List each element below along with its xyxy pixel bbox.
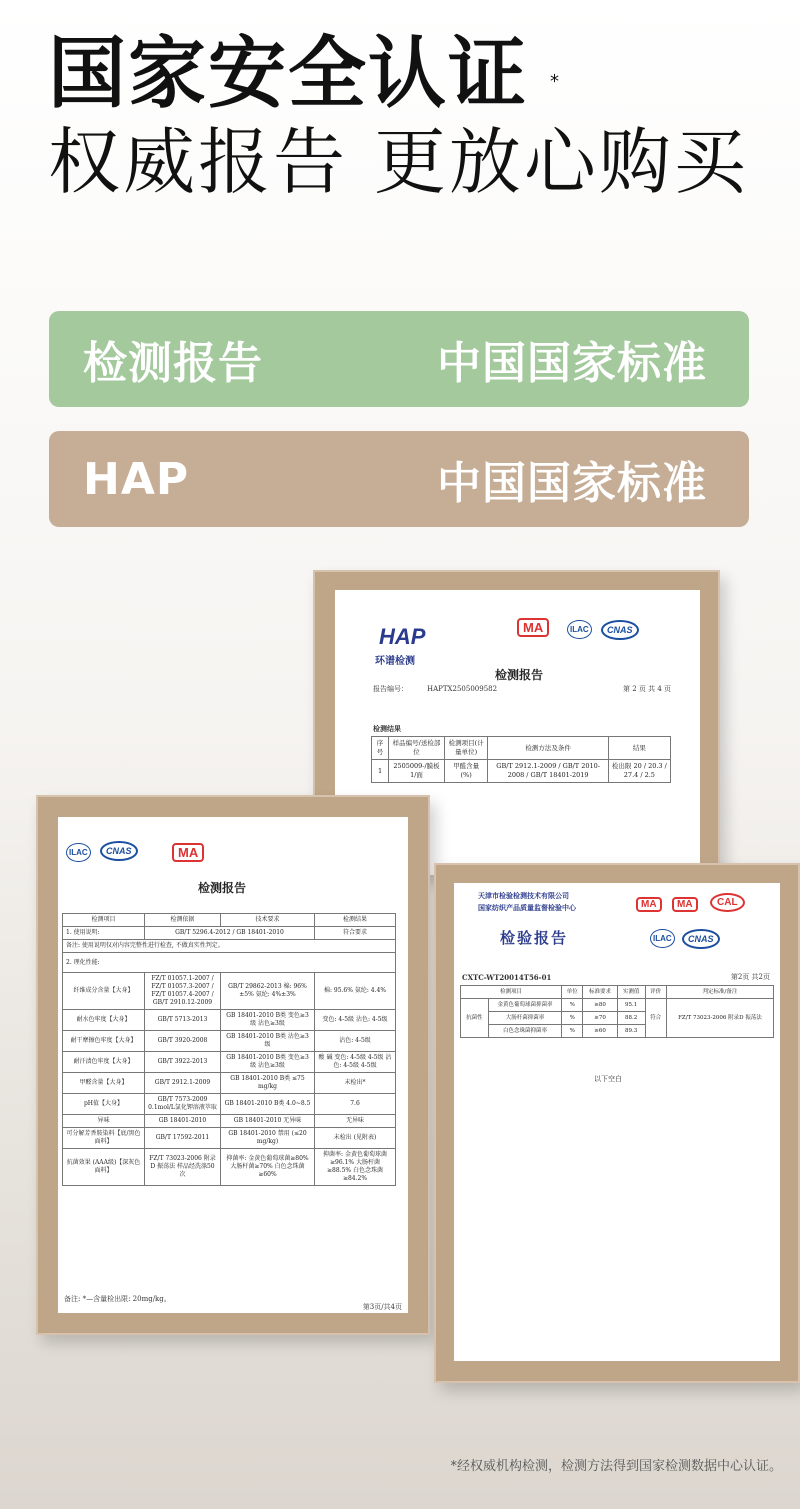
certificate-frame-right [434, 863, 800, 1383]
table-cell: 备注: 使用说明仅对内容完整性进行检查, 不做真实性判定。 [63, 940, 396, 953]
table-cell: GB/T 2912.1-2009 / GB/T 2010-2008 / GB/T 18401-2019 [488, 760, 608, 783]
footnote-disclaimer: *经权威机构检测，检测方法得到国家检测数据中心认证。 [450, 1459, 782, 1474]
table-cell: 酸 碱 变色: 4-5级 4-5级 沾色: 4-5级 4-5级 [315, 1052, 396, 1073]
report-title: 检测报告 [198, 881, 247, 895]
table-cell: 可分解芳香胺染料【底/黑色面料】 [63, 1128, 145, 1149]
certificate-frame-left [36, 795, 430, 1335]
table-cell: 1. 使用说明: [63, 927, 145, 940]
table-header: 样品编号/送检部位 [389, 737, 445, 760]
table-header: 序号 [372, 737, 389, 760]
table-header: 单位 [562, 986, 583, 999]
table-cell: GB/T 3922-2013 [145, 1052, 221, 1073]
table-row [63, 1052, 396, 1073]
headline-subtitle: 权威报告 更放心购买 [48, 120, 749, 204]
table-header: 评价 [645, 986, 666, 999]
table-cell: 甲醛含量(%) [444, 760, 488, 783]
table-cell: 88.2 [617, 1012, 645, 1025]
table-cell: % [562, 1025, 583, 1038]
table-header: 检测项目(计量单位) [444, 737, 488, 760]
table-cell: GB/T 29862-2013 棉: 96%±5% 氨纶: 4%±3% [221, 973, 315, 1010]
ma-mark-icon: MA [517, 618, 549, 637]
band-label: 检测报告 [83, 338, 263, 389]
table-header: 检测方法及条件 [488, 737, 608, 760]
org-name: 天津市检验检测技术有限公司 [478, 891, 569, 900]
headline-title: 国家安全认证 * [48, 29, 562, 119]
table-cell: 未检出* [315, 1073, 396, 1094]
org-name-secondary: 国家纺织产品质量监督检验中心 [478, 903, 576, 912]
certificate-left [58, 817, 408, 1313]
table-cell: 95.1 [617, 999, 645, 1012]
table-header-row [63, 914, 396, 927]
table-cell: 未检出 (见附表) [315, 1128, 396, 1149]
table-cell: GB 18401-2010 无异味 [221, 1115, 315, 1128]
page-number: 第2页 共2页 [730, 973, 770, 981]
table-cell: 沾色: 4-5级 [315, 1031, 396, 1052]
table-row [63, 973, 396, 1010]
table-cell: GB 18401-2010 B类 变色≥3级 沾色≥3级 [221, 1052, 315, 1073]
table-cell: FZ/T 73023-2006 附录D 振荡法 [666, 999, 773, 1038]
table-cell: 异味 [63, 1115, 145, 1128]
table-cell: 耐汗渍色牢度【大身】 [63, 1052, 145, 1073]
table-cell: GB/T 5296.4-2012 / GB 18401-2010 [145, 927, 315, 940]
table-cell: 7.6 [315, 1094, 396, 1115]
table-cell: GB 18401-2010 [145, 1115, 221, 1128]
table-cell: GB/T 3920-2008 [145, 1031, 221, 1052]
table-cell: % [562, 999, 583, 1012]
table-cell: 2505009-/膜板 1/面 [389, 760, 445, 783]
table-cell: 符合要求 [315, 927, 396, 940]
cnas-mark-icon: CNAS [601, 620, 639, 640]
table-cell: 金黄色葡萄球菌抑菌率 [488, 999, 561, 1012]
table-header: 判定标准/备注 [666, 986, 773, 999]
results-table [371, 736, 671, 783]
table-header: 实测值 [617, 986, 645, 999]
table-cell: GB 18401-2010 禁用 (≤20 mg/kg) [221, 1128, 315, 1149]
table-header: 检测项目 [461, 986, 562, 999]
table-cell: 变色: 4-5级 沾色: 4-5级 [315, 1010, 396, 1031]
ilac-mra-icon: ILAC [567, 620, 592, 639]
table-cell: 耐水色牢度【大身】 [63, 1010, 145, 1031]
headline [48, 28, 749, 208]
table-cell: 检出限 20 / 20.3 / 27.4 / 2.5 [608, 760, 670, 783]
table-cell: 抗菌效果 (AAA级)【深灰色面料】 [63, 1149, 145, 1186]
table-cell: ≥70 [583, 1012, 617, 1025]
table-cell: pH值【大身】 [63, 1094, 145, 1115]
table-cell: 耐干摩擦色牢度【大身】 [63, 1031, 145, 1052]
section-title: 检测结果 [373, 724, 401, 733]
report-number: HAPTX2505009582 [427, 685, 498, 693]
table-row [372, 760, 671, 783]
table-cell: % [562, 1012, 583, 1025]
table-cell: 抗菌性 [461, 999, 489, 1038]
table-cell: GB 18401-2010 B类 ≤75 mg/kg [221, 1073, 315, 1094]
page-number: 第3页/共4页 [362, 1303, 402, 1311]
table-cell: ≥60 [583, 1025, 617, 1038]
table-cell: 抑菌率: 金黄色葡萄球菌≥80% 大肠杆菌≥70% 白色念珠菌≥60% [221, 1149, 315, 1186]
report-number-label: 报告编号： [373, 685, 408, 693]
table-row [63, 953, 396, 973]
table-cell: GB 18401-2010 B类 变色≥3级 沾色≥3级 [221, 1010, 315, 1031]
band-label: HAP [83, 453, 190, 505]
table-header: 技术要求 [221, 914, 315, 927]
page-number: 第 2 页 共 4 页 [623, 685, 672, 693]
ma-mark-icon: MA [636, 897, 662, 912]
hap-logo-subtitle: 环谱检测 [375, 656, 415, 667]
table-cell: GB/T 17592-2011 [145, 1128, 221, 1149]
table-row [63, 940, 396, 953]
table-cell: ≥80 [583, 999, 617, 1012]
table-row [461, 999, 774, 1012]
cnas-mark-icon: CNAS [682, 929, 720, 949]
report-title: 检测报告 [495, 668, 544, 682]
table-header: 结果 [608, 737, 670, 760]
results-table [62, 913, 396, 1186]
ma-mark-icon: MA [172, 843, 204, 862]
table-row [63, 1094, 396, 1115]
table-row [63, 927, 396, 940]
table-row [63, 1128, 396, 1149]
results-table [460, 985, 774, 1038]
table-cell: 甲醛含量【大身】 [63, 1073, 145, 1094]
table-cell: GB/T 2912.1-2009 [145, 1073, 221, 1094]
table-cell: 白色念珠菌抑菌率 [488, 1025, 561, 1038]
band-standard: 中国国家标准 [437, 338, 707, 389]
hap-logo: HAP [379, 624, 426, 649]
table-row [63, 1149, 396, 1186]
table-cell: 抑菌率: 金黄色葡萄球菌≥96.1% 大肠杆菌≥88.5% 白色念珠菌≥84.2% [315, 1149, 396, 1186]
table-header: 检测依据 [145, 914, 221, 927]
ilac-mra-icon: ILAC [66, 843, 91, 862]
cal-mark-icon: CAL [710, 893, 745, 912]
ma-mark-icon: MA [672, 897, 698, 912]
table-cell: GB/T 7573-2009 0.1mol/L氯化钾溶液萃取 [145, 1094, 221, 1115]
report-number: CXTC-WT20014T56-01 [462, 973, 552, 982]
footnote: 备注: *—含量检出限: 20mg/kg。 [64, 1295, 171, 1303]
ilac-mra-icon: ILAC [650, 929, 675, 948]
table-cell: 无异味 [315, 1115, 396, 1128]
band-hap [49, 431, 749, 527]
table-header: 检测项目 [63, 914, 145, 927]
table-cell: FZ/T 01057.1-2007 / FZ/T 01057.3-2007 / FZ/T 01057.4-2007 / GB/T 2910.12-2009 [145, 973, 221, 1010]
table-row [63, 1031, 396, 1052]
report-title: 检验报告 [500, 929, 569, 947]
table-cell: 89.3 [617, 1025, 645, 1038]
table-row [63, 1073, 396, 1094]
table-header-row [372, 737, 671, 760]
table-row [63, 1010, 396, 1031]
table-cell: 符合 [645, 999, 666, 1038]
table-cell: FZ/T 73023-2006 附录D 振荡法 样品经洗涤50次 [145, 1149, 221, 1186]
title-asterisk: * [550, 71, 562, 92]
table-row [63, 1115, 396, 1128]
certificate-right [454, 883, 780, 1361]
table-cell: 2. 理化性能: [63, 953, 396, 973]
cnas-mark-icon: CNAS [100, 841, 138, 861]
table-cell: 大肠杆菌抑菌率 [488, 1012, 561, 1025]
table-cell: 纤维成分含量【大身】 [63, 973, 145, 1010]
table-cell: GB 18401-2010 B类 4.0~8.5 [221, 1094, 315, 1115]
table-cell: 棉: 95.6% 氨纶: 4.4% [315, 973, 396, 1010]
table-cell: GB 18401-2010 B类 沾色≥3级 [221, 1031, 315, 1052]
table-header-row [461, 986, 774, 999]
band-standard: 中国国家标准 [437, 458, 707, 509]
table-cell: GB/T 5713-2013 [145, 1010, 221, 1031]
table-header: 检测结果 [315, 914, 396, 927]
table-cell: 1 [372, 760, 389, 783]
table-header: 标准要求 [583, 986, 617, 999]
band-test-report [49, 311, 749, 407]
blank-marker: 以下空白 [594, 1075, 622, 1083]
